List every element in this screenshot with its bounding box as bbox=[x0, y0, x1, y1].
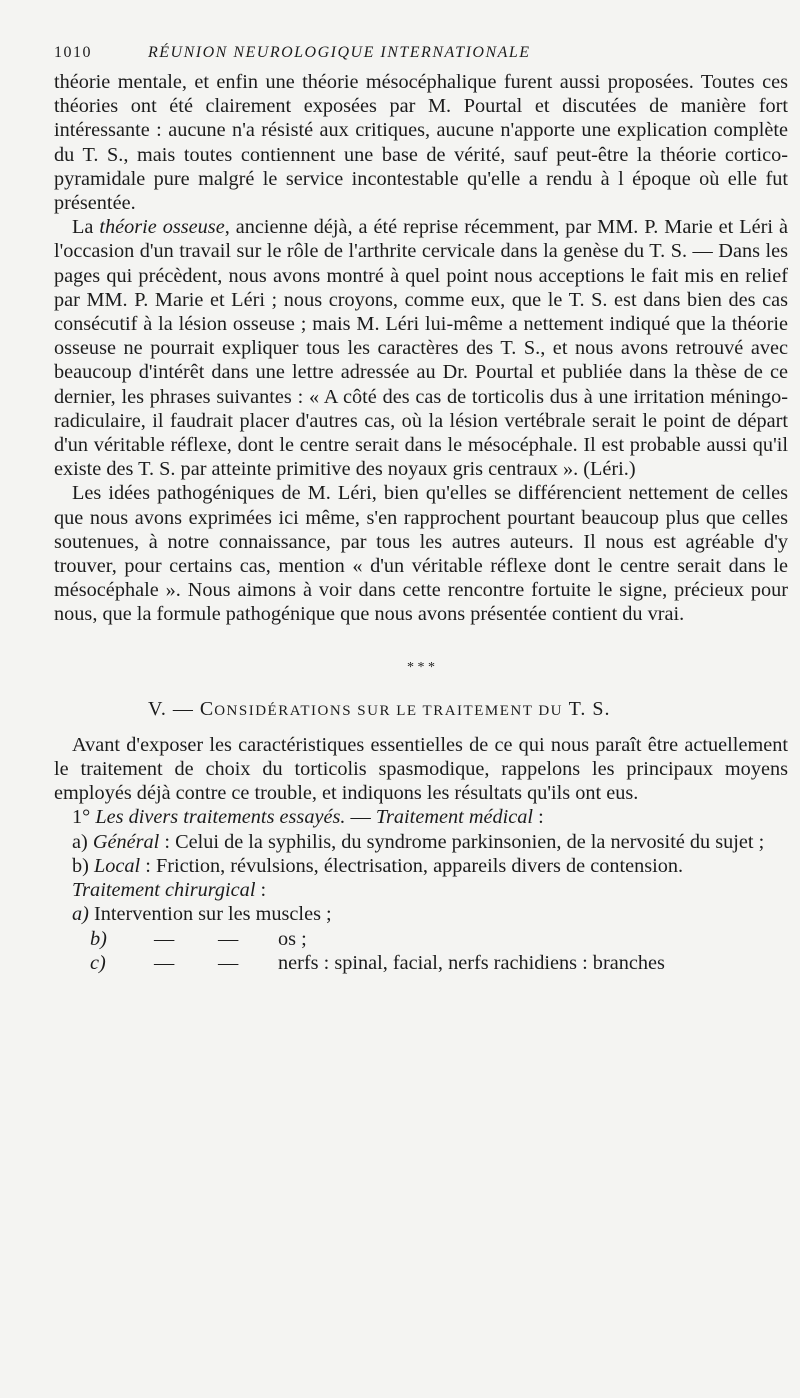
list-label: a) bbox=[72, 830, 93, 853]
list-item-nerfs bbox=[54, 951, 788, 975]
paragraph-avant: Avant d'exposer les caractéristiques essentielles de ce qui nous paraît être actuellement le traitement de choix du torticolis spasmodique, rappelons les principaux moyens employés déjà contre ce trouble, et indiquons les résultats qu'ils ont eus. bbox=[54, 733, 788, 805]
page-number: 1010 bbox=[54, 44, 92, 61]
ditto-dash: — bbox=[218, 927, 239, 950]
list-item-general bbox=[54, 830, 788, 854]
list-heading-italic: Traitement médical bbox=[375, 806, 534, 829]
list-item-italic: Général bbox=[92, 830, 160, 853]
italic-term: théorie osseuse bbox=[99, 216, 225, 239]
text-run: : bbox=[255, 879, 267, 902]
section-title-smallcaps: ONSIDÉRATIONS SUR LE TRAITEMENT DU bbox=[214, 702, 563, 719]
section-initial: C bbox=[199, 697, 215, 720]
list-label: a) bbox=[72, 903, 89, 926]
list-heading-num: 1° bbox=[72, 806, 96, 829]
list-item-local bbox=[54, 854, 788, 878]
list-heading-italic: Les divers traitements essayés. bbox=[95, 806, 346, 829]
list-label: b) bbox=[72, 854, 94, 877]
running-header bbox=[54, 38, 788, 70]
running-title: RÉUNION NEUROLOGIQUE INTERNATIONALE bbox=[148, 44, 531, 61]
section-title-end: T. S. bbox=[563, 697, 611, 720]
list-item-text: Intervention sur les muscles ; bbox=[88, 903, 332, 926]
ditto-dash: — bbox=[154, 927, 175, 950]
text-run: , ancienne déjà, a été reprise récemment, par MM. P. Marie et Léri à l'occasion d'un travail sur le rôle de l'arthrite cervicale dans la genèse du T. S. — Dans les pages qui précèdent, nous avons montré à quel point nous acceptions le fait mis en relief par MM. P. Marie et Léri ; nous croyons, comme eux, que le T. S. est dans bien des cas consécutif à la lésion osseuse ; mais M. Léri lui-même a nettement indiqué que la théorie osseuse ne pourrait expliquer tous les caractères des T. S., et nous avons retrouvé avec beaucoup d'intérêt dans une lettre adressée au Dr. Pourtal et publiée dans la thèse de ce dernier, les phrases suivantes : « A côté des cas de torticolis dus à une irritation méningo-radiculaire, il faudrait placer d'autres cas, où la lésion vertébrale serait le point de départ d'un véritable réflexe, dont le centre serait dans le mésocéphale. Il est probable aussi qu'il existe des T. S. par atteinte primitive des noyaux gris centraux ». (Léri.) bbox=[54, 216, 788, 481]
list-item-text: os ; bbox=[278, 927, 307, 950]
section-heading bbox=[148, 697, 788, 723]
list-item-text: : Friction, révulsions, électrisation, appareils divers de contension. bbox=[140, 854, 684, 877]
text-run: — bbox=[345, 806, 376, 829]
list-heading-italic: Traitement chirurgical bbox=[72, 879, 256, 902]
page-body bbox=[54, 70, 788, 975]
ditto-dash: — bbox=[154, 951, 175, 974]
list-item-italic: Local bbox=[93, 854, 141, 877]
paragraph-theorie-osseuse bbox=[54, 215, 788, 481]
list-label: c) bbox=[90, 951, 106, 974]
text-run: La bbox=[72, 216, 100, 239]
book-page bbox=[54, 38, 788, 975]
section-number: V. — bbox=[148, 697, 200, 720]
list-item-muscles bbox=[54, 902, 788, 926]
paragraph-theories: théorie mentale, et enfin une théorie mésocéphalique furent aussi proposées. Toutes ces théories ont été clairement exposées par M. Pourtal et discutées de manière fort intéressante : aucune n'a résisté aux critiques, aucune n'apporte une explication complète du T. S., mais toutes contiennent une base de vérité, sauf peut-être la théorie cortico-pyramidale pure malgré le service incontestable qu'elle a rendu à l époque où elle fut présentée. bbox=[54, 71, 788, 215]
ditto-dash: — bbox=[218, 951, 239, 974]
list-item-os bbox=[54, 927, 788, 951]
list-item-text: nerfs : spinal, facial, nerfs rachidiens : branches bbox=[278, 951, 665, 974]
section-divider-stars: * * * bbox=[407, 659, 435, 675]
list-heading-chirurgical bbox=[54, 878, 788, 902]
paragraph-idees-leri: Les idées pathogéniques de M. Léri, bien qu'elles se différencient nettement de celles que nous avons exprimées ici même, s'en rapprochent pourtant beaucoup plus que celles soutenues, à notre connaissance, par tous les autres auteurs. Il nous est agréable d'y trouver, pour certains cas, mention « d'un véritable réflexe dont le centre serait dans le mésocéphale ». Nous aimons à voir dans cette rencontre fortuite le signe, précieux pour nous, que la formule pathogénique que nous avons présentée contient du vrai. bbox=[54, 482, 788, 626]
list-item-text: : Celui de la syphilis, du syndrome parkinsonien, de la nervosité du sujet ; bbox=[159, 830, 765, 853]
list-label: b) bbox=[90, 927, 107, 950]
list-heading bbox=[54, 805, 788, 829]
text-run: : bbox=[533, 806, 544, 829]
